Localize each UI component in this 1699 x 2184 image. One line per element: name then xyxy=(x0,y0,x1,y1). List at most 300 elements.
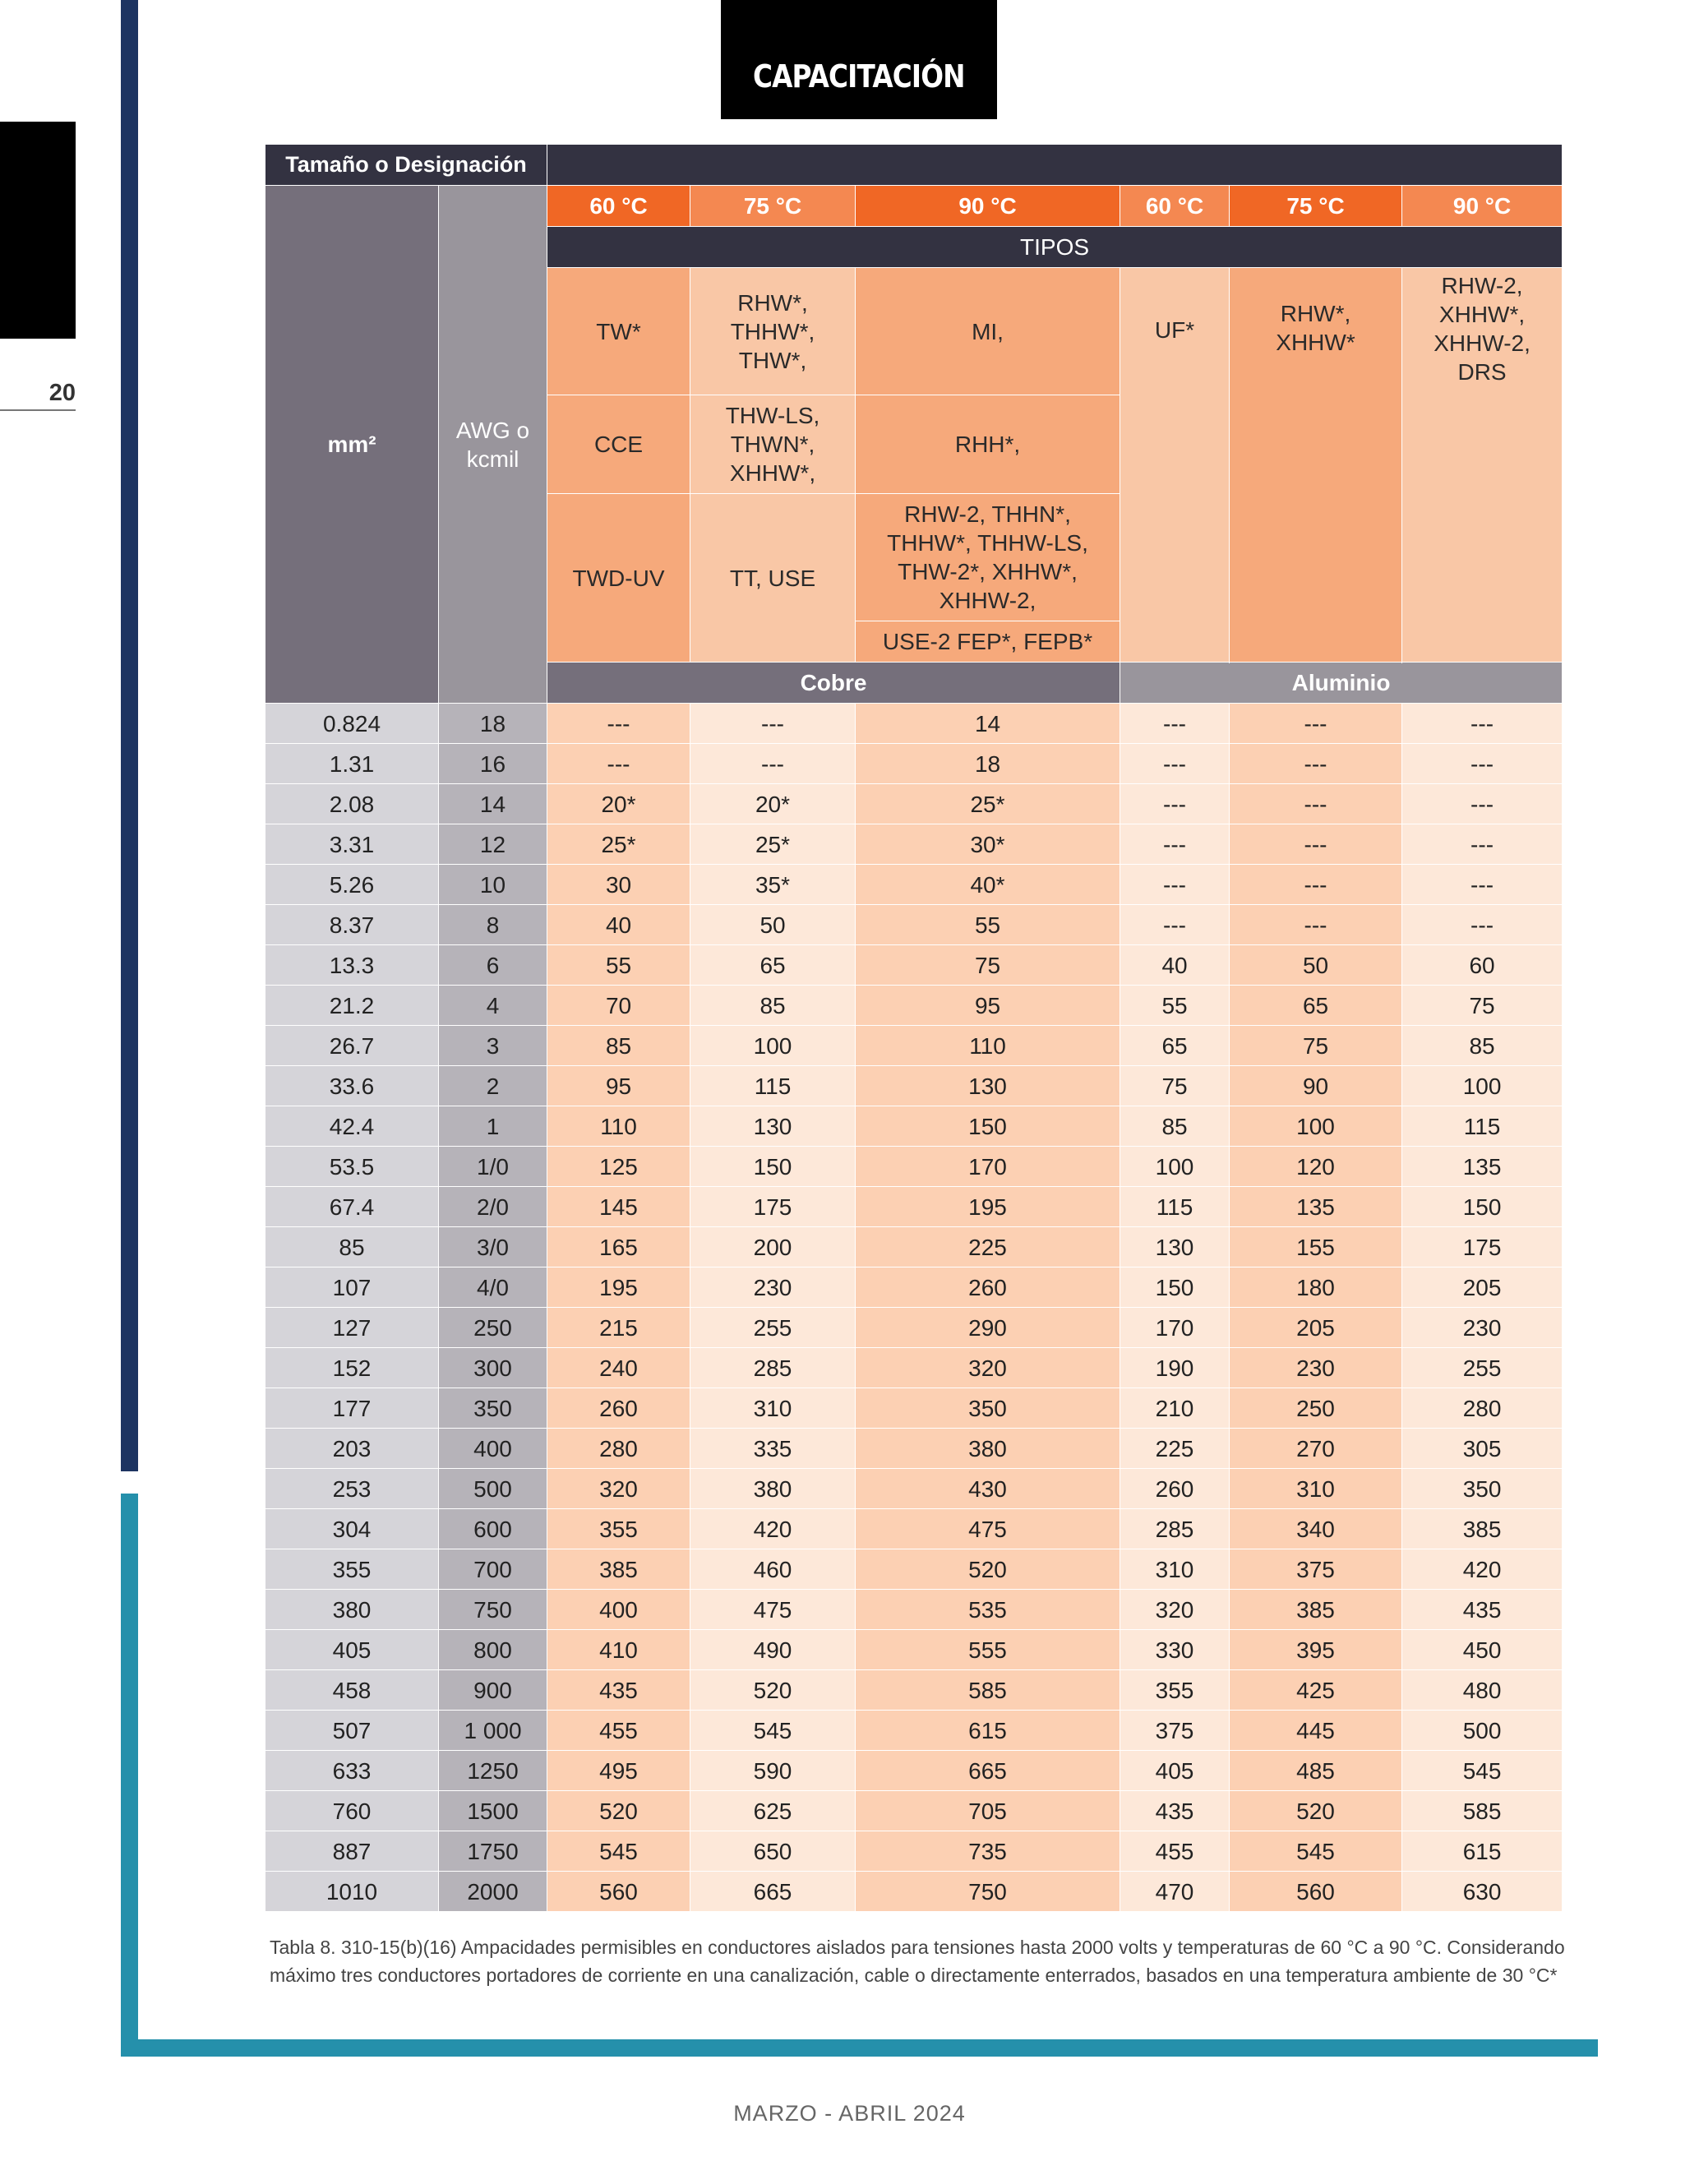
mm-cell: 458 xyxy=(265,1670,439,1711)
navy-vertical-bar xyxy=(121,0,138,1471)
al-75-cell: 120 xyxy=(1230,1147,1402,1187)
al-75-cell: --- xyxy=(1230,704,1402,744)
type-cell xyxy=(1120,268,1230,663)
table-row xyxy=(265,1872,1563,1912)
awg-cell: 14 xyxy=(439,784,547,824)
cu-60-cell: 30 xyxy=(547,865,690,905)
al-75-cell: 250 xyxy=(1230,1388,1402,1429)
cu-90-cell: 615 xyxy=(856,1711,1120,1751)
al-75-cell: 520 xyxy=(1230,1791,1402,1831)
cu-60-cell: 70 xyxy=(547,986,690,1026)
tipos-header: TIPOS xyxy=(547,227,1563,268)
al-90-cell: 230 xyxy=(1402,1308,1563,1348)
cu-90-cell: 750 xyxy=(856,1872,1120,1912)
table-row xyxy=(265,865,1563,905)
type-cell: TW* xyxy=(547,268,690,395)
al-60-cell: --- xyxy=(1120,784,1230,824)
cu-90-cell: 75 xyxy=(856,945,1120,986)
type-cell xyxy=(1402,268,1563,663)
cu-75-cell: 150 xyxy=(690,1147,856,1187)
al-60-cell: 435 xyxy=(1120,1791,1230,1831)
al-90-cell: 630 xyxy=(1402,1872,1563,1912)
table-row xyxy=(265,986,1563,1026)
temp-header: 90 °C xyxy=(856,186,1120,227)
cu-90-cell: 170 xyxy=(856,1147,1120,1187)
mm-cell: 1010 xyxy=(265,1872,439,1912)
cu-90-cell: 320 xyxy=(856,1348,1120,1388)
al-75-cell: 75 xyxy=(1230,1026,1402,1066)
al-90-cell: 205 xyxy=(1402,1267,1563,1308)
cu-75-cell: 460 xyxy=(690,1549,856,1590)
cu-75-cell: 255 xyxy=(690,1308,856,1348)
mm-cell: 633 xyxy=(265,1751,439,1791)
al-60-cell: 405 xyxy=(1120,1751,1230,1791)
cu-90-cell: 225 xyxy=(856,1227,1120,1267)
mm-cell: 152 xyxy=(265,1348,439,1388)
awg-cell: 400 xyxy=(439,1429,547,1469)
al-90-cell: 115 xyxy=(1402,1106,1563,1147)
mm-cell: 177 xyxy=(265,1388,439,1429)
cu-60-cell: 410 xyxy=(547,1630,690,1670)
mm-cell: 33.6 xyxy=(265,1066,439,1106)
cu-60-cell: 195 xyxy=(547,1267,690,1308)
mm-cell: 380 xyxy=(265,1590,439,1630)
mm-cell: 3.31 xyxy=(265,824,439,865)
awg-header-line1: AWG o xyxy=(455,417,530,443)
mm-header: mm² xyxy=(265,186,439,704)
type-cell: RHW*, THHW*, THW*, xyxy=(690,268,856,395)
table-row xyxy=(265,1509,1563,1549)
al-90-cell: 100 xyxy=(1402,1066,1563,1106)
mm-cell: 203 xyxy=(265,1429,439,1469)
teal-horizontal-bar xyxy=(121,2039,1598,2057)
al-75-cell: --- xyxy=(1230,744,1402,784)
cu-90-cell: 150 xyxy=(856,1106,1120,1147)
cu-75-cell: 115 xyxy=(690,1066,856,1106)
type-cell: CCE xyxy=(547,395,690,494)
cu-60-cell: 85 xyxy=(547,1026,690,1066)
awg-header-line2: kcmil xyxy=(466,446,519,472)
mm-cell: 507 xyxy=(265,1711,439,1751)
al-75-cell: --- xyxy=(1230,824,1402,865)
cu-60-cell: 520 xyxy=(547,1791,690,1831)
cu-75-cell: --- xyxy=(690,704,856,744)
al-60-cell: 130 xyxy=(1120,1227,1230,1267)
page-number-rule xyxy=(0,409,76,411)
cu-90-cell: 95 xyxy=(856,986,1120,1026)
awg-cell: 4/0 xyxy=(439,1267,547,1308)
awg-cell: 4 xyxy=(439,986,547,1026)
al-75-cell: --- xyxy=(1230,905,1402,945)
section-header xyxy=(721,0,997,119)
cu-60-cell: 25* xyxy=(547,824,690,865)
al-75-cell: --- xyxy=(1230,784,1402,824)
al-75-cell: 545 xyxy=(1230,1831,1402,1872)
al-60-cell: 190 xyxy=(1120,1348,1230,1388)
teal-vertical-bar xyxy=(121,1494,138,2057)
cu-60-cell: 240 xyxy=(547,1348,690,1388)
cu-60-cell: 545 xyxy=(547,1831,690,1872)
cu-90-cell: 40* xyxy=(856,865,1120,905)
cu-60-cell: 145 xyxy=(547,1187,690,1227)
type-cell xyxy=(1230,268,1402,663)
type-cell: THW-LS, THWN*, XHHW*, xyxy=(690,395,856,494)
al-60-cell: 170 xyxy=(1120,1308,1230,1348)
table-row xyxy=(265,1026,1563,1066)
al-75-cell: 310 xyxy=(1230,1469,1402,1509)
al-90-cell: 585 xyxy=(1402,1791,1563,1831)
al-60-cell: 330 xyxy=(1120,1630,1230,1670)
type-cell: TWD-UV xyxy=(547,494,690,663)
cu-90-cell: 25* xyxy=(856,784,1120,824)
cu-90-cell: 535 xyxy=(856,1590,1120,1630)
al-90-cell: 135 xyxy=(1402,1147,1563,1187)
cu-90-cell: 380 xyxy=(856,1429,1120,1469)
al-75-cell: 50 xyxy=(1230,945,1402,986)
type-cell: RHH*, xyxy=(856,395,1120,494)
cu-75-cell: 335 xyxy=(690,1429,856,1469)
table-row xyxy=(265,1147,1563,1187)
al-90-cell: --- xyxy=(1402,865,1563,905)
awg-cell: 1250 xyxy=(439,1751,547,1791)
size-header: Tamaño o Designación xyxy=(265,145,547,186)
awg-cell: 2000 xyxy=(439,1872,547,1912)
al-60-cell: --- xyxy=(1120,744,1230,784)
al-75-cell: 425 xyxy=(1230,1670,1402,1711)
table-row xyxy=(265,704,1563,744)
type-cell: USE-2 FEP*, FEPB* xyxy=(856,621,1120,663)
al-90-cell: 255 xyxy=(1402,1348,1563,1388)
table-row xyxy=(265,1791,1563,1831)
awg-cell: 2/0 xyxy=(439,1187,547,1227)
cu-90-cell: 14 xyxy=(856,704,1120,744)
al-75-cell: 100 xyxy=(1230,1106,1402,1147)
cu-75-cell: 285 xyxy=(690,1348,856,1388)
awg-cell: 2 xyxy=(439,1066,547,1106)
cu-90-cell: 350 xyxy=(856,1388,1120,1429)
al-60-cell: 55 xyxy=(1120,986,1230,1026)
side-black-tab xyxy=(0,122,76,339)
table-row xyxy=(265,1751,1563,1791)
cu-60-cell: --- xyxy=(547,744,690,784)
al-75-cell: 385 xyxy=(1230,1590,1402,1630)
awg-cell: 600 xyxy=(439,1509,547,1549)
awg-cell: 350 xyxy=(439,1388,547,1429)
cu-75-cell: 420 xyxy=(690,1509,856,1549)
awg-cell: 1 xyxy=(439,1106,547,1147)
awg-cell: 3 xyxy=(439,1026,547,1066)
cu-60-cell: 215 xyxy=(547,1308,690,1348)
al-90-cell: 500 xyxy=(1402,1711,1563,1751)
al-90-cell: --- xyxy=(1402,824,1563,865)
table-row xyxy=(265,1388,1563,1429)
cu-60-cell: 110 xyxy=(547,1106,690,1147)
mm-cell: 67.4 xyxy=(265,1187,439,1227)
table-row xyxy=(265,1549,1563,1590)
issue-date-footer: MARZO - ABRIL 2024 xyxy=(733,2101,966,2126)
cu-90-cell: 18 xyxy=(856,744,1120,784)
al-60-cell: 320 xyxy=(1120,1590,1230,1630)
mm-cell: 253 xyxy=(265,1469,439,1509)
table-row xyxy=(265,905,1563,945)
cu-90-cell: 520 xyxy=(856,1549,1120,1590)
cu-90-cell: 430 xyxy=(856,1469,1120,1509)
type-label: RHW-2, XHHW*, XHHW-2, DRS xyxy=(1434,273,1530,385)
mm-cell: 0.824 xyxy=(265,704,439,744)
al-60-cell: 150 xyxy=(1120,1267,1230,1308)
cu-60-cell: 495 xyxy=(547,1751,690,1791)
al-75-cell: 135 xyxy=(1230,1187,1402,1227)
cu-75-cell: 380 xyxy=(690,1469,856,1509)
table-row xyxy=(265,1187,1563,1227)
type-cell: MI, xyxy=(856,268,1120,395)
al-60-cell: 40 xyxy=(1120,945,1230,986)
table-row xyxy=(265,784,1563,824)
cu-75-cell: 35* xyxy=(690,865,856,905)
al-75-cell: 205 xyxy=(1230,1308,1402,1348)
table-row xyxy=(265,1469,1563,1509)
table-row xyxy=(265,1429,1563,1469)
al-90-cell: 150 xyxy=(1402,1187,1563,1227)
al-90-cell: 545 xyxy=(1402,1751,1563,1791)
table-row xyxy=(265,1711,1563,1751)
temp-header: 60 °C xyxy=(1120,186,1230,227)
page-number: 20 xyxy=(48,380,76,406)
cu-90-cell: 555 xyxy=(856,1630,1120,1670)
cu-75-cell: 175 xyxy=(690,1187,856,1227)
mm-cell: 13.3 xyxy=(265,945,439,986)
cu-75-cell: 665 xyxy=(690,1872,856,1912)
al-60-cell: 310 xyxy=(1120,1549,1230,1590)
cu-60-cell: 560 xyxy=(547,1872,690,1912)
cu-60-cell: 280 xyxy=(547,1429,690,1469)
mm-cell: 107 xyxy=(265,1267,439,1308)
mm-cell: 1.31 xyxy=(265,744,439,784)
al-90-cell: --- xyxy=(1402,704,1563,744)
awg-cell: 10 xyxy=(439,865,547,905)
al-75-cell: 445 xyxy=(1230,1711,1402,1751)
cu-90-cell: 30* xyxy=(856,824,1120,865)
table-row xyxy=(265,1106,1563,1147)
material-cobre: Cobre xyxy=(547,663,1120,704)
table-row xyxy=(265,1630,1563,1670)
material-aluminio: Aluminio xyxy=(1120,663,1563,704)
mm-cell: 42.4 xyxy=(265,1106,439,1147)
cu-60-cell: 385 xyxy=(547,1549,690,1590)
temp-header: 90 °C xyxy=(1402,186,1563,227)
cu-60-cell: --- xyxy=(547,704,690,744)
table-row xyxy=(265,1831,1563,1872)
al-75-cell: 340 xyxy=(1230,1509,1402,1549)
al-60-cell: 115 xyxy=(1120,1187,1230,1227)
al-90-cell: 480 xyxy=(1402,1670,1563,1711)
temp-header: 75 °C xyxy=(690,186,856,227)
cu-90-cell: 475 xyxy=(856,1509,1120,1549)
cu-90-cell: 585 xyxy=(856,1670,1120,1711)
temp-header: 60 °C xyxy=(547,186,690,227)
mm-cell: 2.08 xyxy=(265,784,439,824)
table-row xyxy=(265,824,1563,865)
cu-90-cell: 110 xyxy=(856,1026,1120,1066)
awg-cell: 900 xyxy=(439,1670,547,1711)
cu-90-cell: 195 xyxy=(856,1187,1120,1227)
awg-cell: 500 xyxy=(439,1469,547,1509)
al-60-cell: --- xyxy=(1120,865,1230,905)
cu-60-cell: 95 xyxy=(547,1066,690,1106)
al-75-cell: 270 xyxy=(1230,1429,1402,1469)
ampacity-table xyxy=(265,144,1563,1912)
al-90-cell: --- xyxy=(1402,905,1563,945)
mm-cell: 304 xyxy=(265,1509,439,1549)
al-90-cell: --- xyxy=(1402,784,1563,824)
awg-cell: 1500 xyxy=(439,1791,547,1831)
al-75-cell: 180 xyxy=(1230,1267,1402,1308)
al-60-cell: 65 xyxy=(1120,1026,1230,1066)
type-cell: TT, USE xyxy=(690,494,856,663)
table-body xyxy=(265,704,1563,1912)
mm-cell: 5.26 xyxy=(265,865,439,905)
cu-60-cell: 355 xyxy=(547,1509,690,1549)
al-90-cell: 175 xyxy=(1402,1227,1563,1267)
cu-90-cell: 55 xyxy=(856,905,1120,945)
mm-cell: 405 xyxy=(265,1630,439,1670)
al-60-cell: 355 xyxy=(1120,1670,1230,1711)
awg-cell: 3/0 xyxy=(439,1227,547,1267)
cu-90-cell: 665 xyxy=(856,1751,1120,1791)
awg-cell: 1/0 xyxy=(439,1147,547,1187)
awg-cell: 700 xyxy=(439,1549,547,1590)
cu-75-cell: 25* xyxy=(690,824,856,865)
cu-60-cell: 40 xyxy=(547,905,690,945)
cu-75-cell: 590 xyxy=(690,1751,856,1791)
al-75-cell: 65 xyxy=(1230,986,1402,1026)
mm-cell: 8.37 xyxy=(265,905,439,945)
al-60-cell: 225 xyxy=(1120,1429,1230,1469)
al-60-cell: 285 xyxy=(1120,1509,1230,1549)
al-90-cell: 75 xyxy=(1402,986,1563,1026)
cu-90-cell: 735 xyxy=(856,1831,1120,1872)
al-60-cell: 455 xyxy=(1120,1831,1230,1872)
table-row xyxy=(265,945,1563,986)
type-cell: RHW-2, THHN*, THHW*, THHW-LS, THW-2*, XHHW*, XHHW-2, xyxy=(856,494,1120,621)
awg-cell: 1 000 xyxy=(439,1711,547,1751)
type-label: UF* xyxy=(1154,317,1195,343)
awg-cell: 750 xyxy=(439,1590,547,1630)
cu-75-cell: 85 xyxy=(690,986,856,1026)
cu-60-cell: 400 xyxy=(547,1590,690,1630)
cu-60-cell: 320 xyxy=(547,1469,690,1509)
al-75-cell: --- xyxy=(1230,865,1402,905)
type-label: RHW*, XHHW* xyxy=(1276,301,1355,355)
awg-cell: 6 xyxy=(439,945,547,986)
al-75-cell: 155 xyxy=(1230,1227,1402,1267)
mm-cell: 127 xyxy=(265,1308,439,1348)
mm-cell: 26.7 xyxy=(265,1026,439,1066)
mm-cell: 53.5 xyxy=(265,1147,439,1187)
table-row xyxy=(265,1227,1563,1267)
al-60-cell: --- xyxy=(1120,824,1230,865)
mm-cell: 21.2 xyxy=(265,986,439,1026)
awg-cell: 800 xyxy=(439,1630,547,1670)
mm-cell: 355 xyxy=(265,1549,439,1590)
al-60-cell: --- xyxy=(1120,905,1230,945)
cu-75-cell: 625 xyxy=(690,1791,856,1831)
cu-75-cell: 230 xyxy=(690,1267,856,1308)
al-90-cell: 305 xyxy=(1402,1429,1563,1469)
table-row xyxy=(265,1348,1563,1388)
al-75-cell: 90 xyxy=(1230,1066,1402,1106)
section-title: CAPACITACIÓN xyxy=(753,58,965,95)
cu-75-cell: 100 xyxy=(690,1026,856,1066)
table-caption: Tabla 8. 310-15(b)(16) Ampacidades permisibles en conductores aislados para tensiones hasta 2000 volts y temperaturas de 60 °C a 90 °C. Considerando máximo tres conductores portadores de corriente en una canalización, cable o directamente enterrados, basados en una temperatura ambiente de 30 °C* xyxy=(270,1937,1565,1986)
cu-75-cell: 65 xyxy=(690,945,856,986)
mm-cell: 887 xyxy=(265,1831,439,1872)
cu-60-cell: 55 xyxy=(547,945,690,986)
al-75-cell: 485 xyxy=(1230,1751,1402,1791)
al-90-cell: 60 xyxy=(1402,945,1563,986)
cu-75-cell: 545 xyxy=(690,1711,856,1751)
al-75-cell: 395 xyxy=(1230,1630,1402,1670)
al-60-cell: 210 xyxy=(1120,1388,1230,1429)
al-90-cell: 350 xyxy=(1402,1469,1563,1509)
table-row xyxy=(265,1267,1563,1308)
al-90-cell: 385 xyxy=(1402,1509,1563,1549)
awg-cell: 18 xyxy=(439,704,547,744)
cu-75-cell: 200 xyxy=(690,1227,856,1267)
al-75-cell: 375 xyxy=(1230,1549,1402,1590)
al-90-cell: 420 xyxy=(1402,1549,1563,1590)
mm-cell: 85 xyxy=(265,1227,439,1267)
cu-75-cell: 50 xyxy=(690,905,856,945)
header-blank xyxy=(547,145,1563,186)
cu-60-cell: 165 xyxy=(547,1227,690,1267)
mm-cell: 760 xyxy=(265,1791,439,1831)
cu-60-cell: 455 xyxy=(547,1711,690,1751)
cu-90-cell: 290 xyxy=(856,1308,1120,1348)
al-60-cell: 260 xyxy=(1120,1469,1230,1509)
cu-75-cell: 650 xyxy=(690,1831,856,1872)
al-60-cell: 75 xyxy=(1120,1066,1230,1106)
al-60-cell: 375 xyxy=(1120,1711,1230,1751)
cu-75-cell: 475 xyxy=(690,1590,856,1630)
al-90-cell: --- xyxy=(1402,744,1563,784)
cu-75-cell: 490 xyxy=(690,1630,856,1670)
awg-cell: 1750 xyxy=(439,1831,547,1872)
cu-90-cell: 130 xyxy=(856,1066,1120,1106)
awg-header xyxy=(439,186,547,704)
awg-cell: 16 xyxy=(439,744,547,784)
al-90-cell: 435 xyxy=(1402,1590,1563,1630)
awg-cell: 8 xyxy=(439,905,547,945)
al-75-cell: 560 xyxy=(1230,1872,1402,1912)
cu-75-cell: --- xyxy=(690,744,856,784)
al-60-cell: 100 xyxy=(1120,1147,1230,1187)
cu-75-cell: 20* xyxy=(690,784,856,824)
awg-cell: 250 xyxy=(439,1308,547,1348)
cu-60-cell: 125 xyxy=(547,1147,690,1187)
cu-75-cell: 130 xyxy=(690,1106,856,1147)
cu-75-cell: 310 xyxy=(690,1388,856,1429)
cu-60-cell: 435 xyxy=(547,1670,690,1711)
temp-header: 75 °C xyxy=(1230,186,1402,227)
cu-75-cell: 520 xyxy=(690,1670,856,1711)
table-row xyxy=(265,1308,1563,1348)
al-60-cell: 85 xyxy=(1120,1106,1230,1147)
table-row xyxy=(265,1066,1563,1106)
al-75-cell: 230 xyxy=(1230,1348,1402,1388)
al-90-cell: 615 xyxy=(1402,1831,1563,1872)
cu-60-cell: 260 xyxy=(547,1388,690,1429)
